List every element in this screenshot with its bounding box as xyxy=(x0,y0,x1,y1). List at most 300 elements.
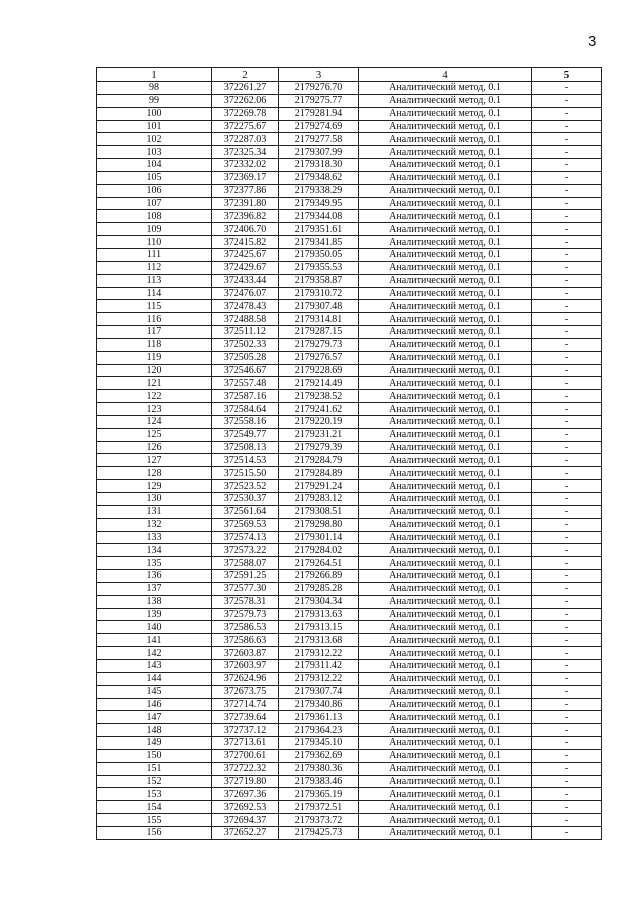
cell-point-number: 139 xyxy=(97,608,212,621)
cell-note: - xyxy=(532,621,602,634)
cell-point-number: 142 xyxy=(97,647,212,660)
table-row xyxy=(97,107,602,120)
cell-method: Аналитический метод, 0.1 xyxy=(359,467,532,480)
cell-method: Аналитический метод, 0.1 xyxy=(359,403,532,416)
cell-x-coordinate: 372429.67 xyxy=(212,261,279,274)
cell-note: - xyxy=(532,570,602,583)
cell-x-coordinate: 372587.16 xyxy=(212,390,279,403)
page-number: 3 xyxy=(588,33,597,50)
cell-point-number: 137 xyxy=(97,582,212,595)
cell-point-number: 108 xyxy=(97,210,212,223)
table-row xyxy=(97,377,602,390)
cell-x-coordinate: 372515.50 xyxy=(212,467,279,480)
cell-y-coordinate: 2179351.61 xyxy=(279,223,359,236)
table-row xyxy=(97,724,602,737)
cell-point-number: 129 xyxy=(97,480,212,493)
cell-point-number: 105 xyxy=(97,171,212,184)
cell-x-coordinate: 372505.28 xyxy=(212,351,279,364)
cell-y-coordinate: 2179284.89 xyxy=(279,467,359,480)
cell-method: Аналитический метод, 0.1 xyxy=(359,415,532,428)
cell-y-coordinate: 2179364.23 xyxy=(279,724,359,737)
cell-x-coordinate: 372377.86 xyxy=(212,184,279,197)
cell-method: Аналитический метод, 0.1 xyxy=(359,595,532,608)
cell-point-number: 109 xyxy=(97,223,212,236)
table-row xyxy=(97,826,602,839)
cell-x-coordinate: 372719.80 xyxy=(212,775,279,788)
table-row xyxy=(97,737,602,750)
coordinates-table xyxy=(96,67,602,840)
cell-x-coordinate: 372275.67 xyxy=(212,120,279,133)
table-row xyxy=(97,146,602,159)
cell-x-coordinate: 372549.77 xyxy=(212,428,279,441)
cell-method: Аналитический метод, 0.1 xyxy=(359,518,532,531)
cell-method: Аналитический метод, 0.1 xyxy=(359,570,532,583)
cell-y-coordinate: 2179279.39 xyxy=(279,441,359,454)
cell-y-coordinate: 2179383.46 xyxy=(279,775,359,788)
cell-point-number: 115 xyxy=(97,300,212,313)
cell-y-coordinate: 2179228.69 xyxy=(279,364,359,377)
table-row xyxy=(97,223,602,236)
cell-y-coordinate: 2179266.89 xyxy=(279,570,359,583)
cell-note: - xyxy=(532,737,602,750)
cell-point-number: 151 xyxy=(97,762,212,775)
table-row xyxy=(97,582,602,595)
cell-y-coordinate: 2179310.72 xyxy=(279,287,359,300)
cell-method: Аналитический метод, 0.1 xyxy=(359,210,532,223)
table-header xyxy=(97,68,602,82)
cell-note: - xyxy=(532,505,602,518)
cell-method: Аналитический метод, 0.1 xyxy=(359,107,532,120)
cell-method: Аналитический метод, 0.1 xyxy=(359,364,532,377)
cell-method: Аналитический метод, 0.1 xyxy=(359,120,532,133)
cell-point-number: 106 xyxy=(97,184,212,197)
table-row xyxy=(97,531,602,544)
cell-x-coordinate: 372262.06 xyxy=(212,94,279,107)
cell-point-number: 101 xyxy=(97,120,212,133)
cell-note: - xyxy=(532,287,602,300)
cell-y-coordinate: 2179362.69 xyxy=(279,749,359,762)
table-row xyxy=(97,493,602,506)
cell-note: - xyxy=(532,146,602,159)
table-row xyxy=(97,749,602,762)
table-row xyxy=(97,313,602,326)
cell-method: Аналитический метод, 0.1 xyxy=(359,287,532,300)
cell-x-coordinate: 372269.78 xyxy=(212,107,279,120)
cell-note: - xyxy=(532,274,602,287)
cell-x-coordinate: 372714.74 xyxy=(212,698,279,711)
cell-y-coordinate: 2179214.49 xyxy=(279,377,359,390)
cell-note: - xyxy=(532,672,602,685)
cell-method: Аналитический метод, 0.1 xyxy=(359,236,532,249)
cell-x-coordinate: 372514.53 xyxy=(212,454,279,467)
cell-y-coordinate: 2179365.19 xyxy=(279,788,359,801)
table-row xyxy=(97,621,602,634)
cell-y-coordinate: 2179284.02 xyxy=(279,544,359,557)
cell-point-number: 132 xyxy=(97,518,212,531)
cell-x-coordinate: 372586.53 xyxy=(212,621,279,634)
table-row xyxy=(97,480,602,493)
table-row xyxy=(97,814,602,827)
cell-point-number: 125 xyxy=(97,428,212,441)
cell-note: - xyxy=(532,762,602,775)
table-row xyxy=(97,544,602,557)
table-row xyxy=(97,685,602,698)
cell-x-coordinate: 372511.12 xyxy=(212,326,279,339)
cell-point-number: 135 xyxy=(97,557,212,570)
cell-method: Аналитический метод, 0.1 xyxy=(359,261,532,274)
cell-x-coordinate: 372603.97 xyxy=(212,659,279,672)
cell-point-number: 112 xyxy=(97,261,212,274)
cell-y-coordinate: 2179274.69 xyxy=(279,120,359,133)
cell-note: - xyxy=(532,133,602,146)
cell-note: - xyxy=(532,814,602,827)
cell-x-coordinate: 372558.16 xyxy=(212,415,279,428)
cell-method: Аналитический метод, 0.1 xyxy=(359,197,532,210)
cell-x-coordinate: 372415.82 xyxy=(212,236,279,249)
cell-x-coordinate: 372603.87 xyxy=(212,647,279,660)
cell-point-number: 116 xyxy=(97,313,212,326)
cell-x-coordinate: 372332.02 xyxy=(212,159,279,172)
cell-x-coordinate: 372578.31 xyxy=(212,595,279,608)
cell-note: - xyxy=(532,120,602,133)
cell-x-coordinate: 372530.37 xyxy=(212,493,279,506)
cell-x-coordinate: 372523.52 xyxy=(212,480,279,493)
cell-x-coordinate: 372722.32 xyxy=(212,762,279,775)
table-body xyxy=(97,82,602,840)
cell-method: Аналитический метод, 0.1 xyxy=(359,801,532,814)
cell-x-coordinate: 372508.13 xyxy=(212,441,279,454)
cell-method: Аналитический метод, 0.1 xyxy=(359,441,532,454)
cell-note: - xyxy=(532,544,602,557)
cell-method: Аналитический метод, 0.1 xyxy=(359,313,532,326)
cell-x-coordinate: 372579.73 xyxy=(212,608,279,621)
table-row xyxy=(97,441,602,454)
cell-y-coordinate: 2179301.14 xyxy=(279,531,359,544)
cell-note: - xyxy=(532,261,602,274)
cell-method: Аналитический метод, 0.1 xyxy=(359,223,532,236)
cell-method: Аналитический метод, 0.1 xyxy=(359,814,532,827)
cell-method: Аналитический метод, 0.1 xyxy=(359,82,532,95)
cell-point-number: 98 xyxy=(97,82,212,95)
cell-point-number: 156 xyxy=(97,826,212,839)
cell-point-number: 111 xyxy=(97,248,212,261)
cell-y-coordinate: 2179348.62 xyxy=(279,171,359,184)
cell-y-coordinate: 2179361.13 xyxy=(279,711,359,724)
cell-x-coordinate: 372546.67 xyxy=(212,364,279,377)
cell-x-coordinate: 372261.27 xyxy=(212,82,279,95)
table-row xyxy=(97,326,602,339)
table-row xyxy=(97,159,602,172)
cell-point-number: 110 xyxy=(97,236,212,249)
cell-y-coordinate: 2179312.22 xyxy=(279,647,359,660)
cell-y-coordinate: 2179373.72 xyxy=(279,814,359,827)
table-row xyxy=(97,659,602,672)
cell-note: - xyxy=(532,415,602,428)
cell-method: Аналитический метод, 0.1 xyxy=(359,608,532,621)
cell-y-coordinate: 2179372.51 xyxy=(279,801,359,814)
cell-method: Аналитический метод, 0.1 xyxy=(359,338,532,351)
table-row xyxy=(97,338,602,351)
cell-y-coordinate: 2179291.24 xyxy=(279,480,359,493)
header-col-4: 4 xyxy=(359,68,532,82)
cell-x-coordinate: 372433.44 xyxy=(212,274,279,287)
cell-note: - xyxy=(532,634,602,647)
cell-x-coordinate: 372697.36 xyxy=(212,788,279,801)
header-col-1: 1 xyxy=(97,68,212,82)
cell-x-coordinate: 372425.67 xyxy=(212,248,279,261)
cell-y-coordinate: 2179350.05 xyxy=(279,248,359,261)
cell-x-coordinate: 372700.61 xyxy=(212,749,279,762)
cell-method: Аналитический метод, 0.1 xyxy=(359,557,532,570)
cell-x-coordinate: 372391.80 xyxy=(212,197,279,210)
cell-y-coordinate: 2179341.85 xyxy=(279,236,359,249)
cell-x-coordinate: 372694.37 xyxy=(212,814,279,827)
cell-note: - xyxy=(532,608,602,621)
cell-y-coordinate: 2179283.12 xyxy=(279,493,359,506)
cell-x-coordinate: 372624.96 xyxy=(212,672,279,685)
cell-note: - xyxy=(532,364,602,377)
cell-method: Аналитический метод, 0.1 xyxy=(359,274,532,287)
cell-point-number: 100 xyxy=(97,107,212,120)
cell-note: - xyxy=(532,826,602,839)
cell-y-coordinate: 2179311.42 xyxy=(279,659,359,672)
cell-method: Аналитический метод, 0.1 xyxy=(359,94,532,107)
cell-method: Аналитический метод, 0.1 xyxy=(359,737,532,750)
cell-y-coordinate: 2179241.62 xyxy=(279,403,359,416)
cell-point-number: 140 xyxy=(97,621,212,634)
cell-point-number: 131 xyxy=(97,505,212,518)
cell-point-number: 104 xyxy=(97,159,212,172)
cell-x-coordinate: 372588.07 xyxy=(212,557,279,570)
cell-point-number: 99 xyxy=(97,94,212,107)
cell-y-coordinate: 2179338.29 xyxy=(279,184,359,197)
cell-method: Аналитический метод, 0.1 xyxy=(359,788,532,801)
cell-point-number: 134 xyxy=(97,544,212,557)
cell-point-number: 145 xyxy=(97,685,212,698)
cell-point-number: 149 xyxy=(97,737,212,750)
cell-note: - xyxy=(532,300,602,313)
table-row xyxy=(97,274,602,287)
cell-note: - xyxy=(532,480,602,493)
cell-note: - xyxy=(532,724,602,737)
cell-point-number: 143 xyxy=(97,659,212,672)
header-col-3: 3 xyxy=(279,68,359,82)
cell-y-coordinate: 2179358.87 xyxy=(279,274,359,287)
cell-point-number: 133 xyxy=(97,531,212,544)
cell-method: Аналитический метод, 0.1 xyxy=(359,480,532,493)
cell-x-coordinate: 372406.70 xyxy=(212,223,279,236)
cell-note: - xyxy=(532,197,602,210)
table-row xyxy=(97,197,602,210)
table-row xyxy=(97,133,602,146)
table-row xyxy=(97,248,602,261)
cell-method: Аналитический метод, 0.1 xyxy=(359,454,532,467)
table-row xyxy=(97,698,602,711)
cell-note: - xyxy=(532,223,602,236)
cell-method: Аналитический метод, 0.1 xyxy=(359,184,532,197)
cell-y-coordinate: 2179340.86 xyxy=(279,698,359,711)
cell-point-number: 121 xyxy=(97,377,212,390)
cell-note: - xyxy=(532,531,602,544)
cell-note: - xyxy=(532,159,602,172)
cell-y-coordinate: 2179238.52 xyxy=(279,390,359,403)
cell-x-coordinate: 372476.07 xyxy=(212,287,279,300)
cell-y-coordinate: 2179264.51 xyxy=(279,557,359,570)
cell-note: - xyxy=(532,467,602,480)
cell-note: - xyxy=(532,441,602,454)
cell-y-coordinate: 2179220.19 xyxy=(279,415,359,428)
table-row xyxy=(97,608,602,621)
table-row xyxy=(97,647,602,660)
cell-method: Аналитический метод, 0.1 xyxy=(359,621,532,634)
cell-method: Аналитический метод, 0.1 xyxy=(359,749,532,762)
cell-y-coordinate: 2179284.79 xyxy=(279,454,359,467)
cell-point-number: 154 xyxy=(97,801,212,814)
table-row xyxy=(97,557,602,570)
cell-point-number: 123 xyxy=(97,403,212,416)
cell-x-coordinate: 372573.22 xyxy=(212,544,279,557)
cell-note: - xyxy=(532,788,602,801)
cell-method: Аналитический метод, 0.1 xyxy=(359,698,532,711)
cell-y-coordinate: 2179425.73 xyxy=(279,826,359,839)
cell-note: - xyxy=(532,518,602,531)
table-row xyxy=(97,82,602,95)
cell-y-coordinate: 2179287.15 xyxy=(279,326,359,339)
cell-note: - xyxy=(532,595,602,608)
cell-x-coordinate: 372557.48 xyxy=(212,377,279,390)
table-row xyxy=(97,364,602,377)
cell-y-coordinate: 2179276.57 xyxy=(279,351,359,364)
table-row xyxy=(97,711,602,724)
cell-point-number: 153 xyxy=(97,788,212,801)
cell-point-number: 136 xyxy=(97,570,212,583)
cell-point-number: 122 xyxy=(97,390,212,403)
cell-x-coordinate: 372673.75 xyxy=(212,685,279,698)
cell-point-number: 146 xyxy=(97,698,212,711)
cell-method: Аналитический метод, 0.1 xyxy=(359,428,532,441)
cell-note: - xyxy=(532,82,602,95)
cell-method: Аналитический метод, 0.1 xyxy=(359,390,532,403)
table-row xyxy=(97,236,602,249)
cell-note: - xyxy=(532,351,602,364)
table-row xyxy=(97,570,602,583)
cell-point-number: 127 xyxy=(97,454,212,467)
cell-y-coordinate: 2179344.08 xyxy=(279,210,359,223)
table-row xyxy=(97,120,602,133)
cell-method: Аналитический метод, 0.1 xyxy=(359,711,532,724)
cell-method: Аналитический метод, 0.1 xyxy=(359,685,532,698)
cell-point-number: 138 xyxy=(97,595,212,608)
table-row xyxy=(97,518,602,531)
table-row xyxy=(97,634,602,647)
cell-x-coordinate: 372561.64 xyxy=(212,505,279,518)
cell-point-number: 152 xyxy=(97,775,212,788)
table-row xyxy=(97,171,602,184)
cell-method: Аналитический метод, 0.1 xyxy=(359,300,532,313)
cell-point-number: 144 xyxy=(97,672,212,685)
cell-method: Аналитический метод, 0.1 xyxy=(359,672,532,685)
cell-point-number: 148 xyxy=(97,724,212,737)
cell-x-coordinate: 372369.17 xyxy=(212,171,279,184)
cell-note: - xyxy=(532,582,602,595)
table-row xyxy=(97,415,602,428)
table-row xyxy=(97,454,602,467)
cell-point-number: 155 xyxy=(97,814,212,827)
table-row xyxy=(97,775,602,788)
table-row xyxy=(97,672,602,685)
table-row xyxy=(97,467,602,480)
cell-note: - xyxy=(532,236,602,249)
table-row xyxy=(97,595,602,608)
cell-x-coordinate: 372652.27 xyxy=(212,826,279,839)
header-row xyxy=(97,68,602,82)
cell-y-coordinate: 2179281.94 xyxy=(279,107,359,120)
cell-y-coordinate: 2179312.22 xyxy=(279,672,359,685)
cell-point-number: 128 xyxy=(97,467,212,480)
cell-method: Аналитический метод, 0.1 xyxy=(359,634,532,647)
table-row xyxy=(97,261,602,274)
cell-x-coordinate: 372586.63 xyxy=(212,634,279,647)
cell-note: - xyxy=(532,171,602,184)
cell-method: Аналитический метод, 0.1 xyxy=(359,493,532,506)
table-row xyxy=(97,403,602,416)
cell-note: - xyxy=(532,94,602,107)
cell-y-coordinate: 2179313.68 xyxy=(279,634,359,647)
cell-y-coordinate: 2179313.63 xyxy=(279,608,359,621)
cell-point-number: 124 xyxy=(97,415,212,428)
cell-method: Аналитический метод, 0.1 xyxy=(359,659,532,672)
cell-method: Аналитический метод, 0.1 xyxy=(359,326,532,339)
table-row xyxy=(97,300,602,313)
cell-note: - xyxy=(532,775,602,788)
cell-y-coordinate: 2179308.51 xyxy=(279,505,359,518)
cell-y-coordinate: 2179304.34 xyxy=(279,595,359,608)
cell-x-coordinate: 372325.34 xyxy=(212,146,279,159)
cell-note: - xyxy=(532,403,602,416)
cell-x-coordinate: 372287.03 xyxy=(212,133,279,146)
cell-point-number: 103 xyxy=(97,146,212,159)
cell-note: - xyxy=(532,313,602,326)
cell-note: - xyxy=(532,685,602,698)
header-col-5: 5 xyxy=(532,68,602,82)
cell-point-number: 113 xyxy=(97,274,212,287)
cell-method: Аналитический метод, 0.1 xyxy=(359,775,532,788)
cell-y-coordinate: 2179285.28 xyxy=(279,582,359,595)
cell-point-number: 118 xyxy=(97,338,212,351)
cell-point-number: 114 xyxy=(97,287,212,300)
cell-y-coordinate: 2179349.95 xyxy=(279,197,359,210)
cell-y-coordinate: 2179275.77 xyxy=(279,94,359,107)
cell-note: - xyxy=(532,711,602,724)
cell-note: - xyxy=(532,326,602,339)
table-row xyxy=(97,428,602,441)
cell-y-coordinate: 2179318.30 xyxy=(279,159,359,172)
cell-x-coordinate: 372569.53 xyxy=(212,518,279,531)
cell-note: - xyxy=(532,647,602,660)
cell-y-coordinate: 2179276.70 xyxy=(279,82,359,95)
cell-note: - xyxy=(532,338,602,351)
cell-x-coordinate: 372577.30 xyxy=(212,582,279,595)
cell-method: Аналитический метод, 0.1 xyxy=(359,146,532,159)
table-row xyxy=(97,762,602,775)
cell-x-coordinate: 372396.82 xyxy=(212,210,279,223)
cell-note: - xyxy=(532,390,602,403)
cell-y-coordinate: 2179231.21 xyxy=(279,428,359,441)
cell-y-coordinate: 2179307.99 xyxy=(279,146,359,159)
cell-method: Аналитический метод, 0.1 xyxy=(359,531,532,544)
cell-x-coordinate: 372713.61 xyxy=(212,737,279,750)
cell-x-coordinate: 372739.64 xyxy=(212,711,279,724)
